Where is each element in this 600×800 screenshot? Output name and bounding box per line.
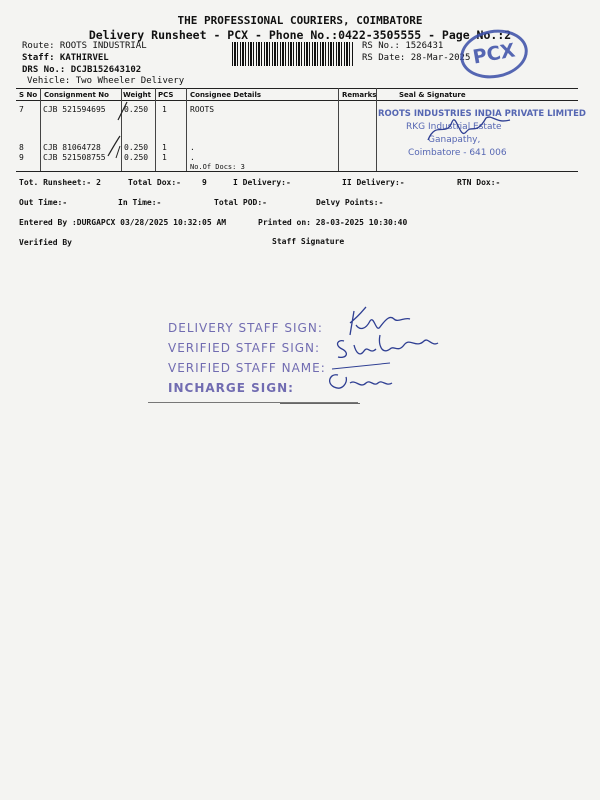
seal-line: RKG Industrial Estate [406, 122, 502, 132]
row-weight: 0.250 [124, 143, 149, 152]
runsheet-title: Delivery Runsheet - PCX - Phone No.:0422-3505555 - Page No.:2 [88, 28, 512, 42]
header-consignee: Consignee Details [190, 91, 262, 99]
in-time: In Time:- [118, 198, 162, 207]
out-time: Out Time:- [19, 198, 68, 207]
i-delivery: I Delivery:- [233, 178, 291, 187]
row-consignee: ROOTS [190, 105, 215, 114]
staff-signature-label: Staff Signature [272, 237, 345, 246]
total-dox-label: Total Dox:- [128, 178, 181, 187]
header-weight: Weight [123, 91, 151, 99]
table-bottom-border [16, 171, 578, 172]
row-pcs: 1 [162, 105, 167, 114]
tick-mark-icon [104, 134, 124, 160]
table-top-border [16, 88, 578, 89]
signature-stamp [168, 318, 326, 398]
header-remarks: Remarks [342, 91, 377, 99]
row-consignee: . [190, 153, 195, 162]
header-seal: Seal & Signature [399, 91, 466, 99]
row-sno: 7 [19, 105, 24, 114]
header-pcs: PCS [158, 91, 174, 99]
vehicle-label: Vehicle: Two Wheeler Delivery [27, 76, 185, 86]
total-pod: Total POD:- [214, 198, 267, 207]
signature-line [280, 403, 360, 404]
entered-by: Entered By :DURGAPCX 03/28/2025 10:32:05 AM [19, 218, 227, 227]
stamp-line: VERIFIED STAFF SIGN: [168, 341, 321, 355]
total-dox-value: 9 [202, 178, 207, 187]
route-label: Route: ROOTS INDUSTRIAL [22, 41, 147, 51]
header-consignment: Consignment No [44, 91, 109, 99]
delvy-points: Delvy Points:- [316, 198, 384, 207]
row-weight: 0.250 [124, 105, 149, 114]
staff-label: Staff: KATHIRVEL [22, 53, 109, 63]
col-divider [376, 88, 377, 171]
rs-date: RS Date: 28-Mar-2025 [362, 53, 471, 63]
row-pcs: 1 [162, 143, 167, 152]
rtn-dox: RTN Dox:- [457, 178, 501, 187]
col-divider [155, 88, 156, 171]
barcode [232, 42, 354, 66]
pcx-stamp: PCX [456, 24, 531, 83]
seal-line: Coimbatore - 641 006 [408, 148, 507, 158]
handwritten-signatures [320, 305, 450, 400]
stamp-line: DELIVERY STAFF SIGN: [168, 321, 323, 335]
stamp-line: VERIFIED STAFF NAME: [168, 361, 326, 375]
row-consignment: CJB 521508755 [43, 153, 106, 162]
row-sno: 9 [19, 153, 24, 162]
seal-line: Ganapathy, [428, 135, 481, 145]
header-sno: S No [19, 91, 38, 99]
printed-on: Printed on: 28-03-2025 10:30:40 [258, 218, 408, 227]
row-sno: 8 [19, 143, 24, 152]
receiver-signature [426, 110, 516, 150]
seal-line: ROOTS INDUSTRIES INDIA PRIVATE LIMITED [378, 109, 586, 119]
company-title: THE PROFESSIONAL COURIERS, COIMBATORE [177, 14, 423, 27]
rs-number: RS No.: 1526431 [362, 41, 444, 51]
table-header-border [16, 100, 578, 101]
row-consignee: . [190, 143, 195, 152]
stamp-line: INCHARGE SIGN: [168, 381, 294, 395]
row-weight: 0.250 [124, 153, 149, 162]
tick-mark-icon [116, 100, 130, 122]
row-consignment: CJB 521594695 [43, 105, 106, 114]
verified-by: Verified By [19, 238, 72, 247]
tot-runsheet: Tot. Runsheet:- 2 [19, 178, 101, 187]
col-divider [186, 88, 187, 171]
row-pcs: 1 [162, 153, 167, 162]
no-of-docs: No.Of Docs: 3 [190, 163, 245, 171]
ii-delivery: II Delivery:- [342, 178, 405, 187]
col-divider [338, 88, 339, 171]
col-divider [40, 88, 41, 171]
drs-number: DRS No.: DCJB152643102 [22, 65, 142, 75]
row-consignment: CJB 81064728 [43, 143, 101, 152]
